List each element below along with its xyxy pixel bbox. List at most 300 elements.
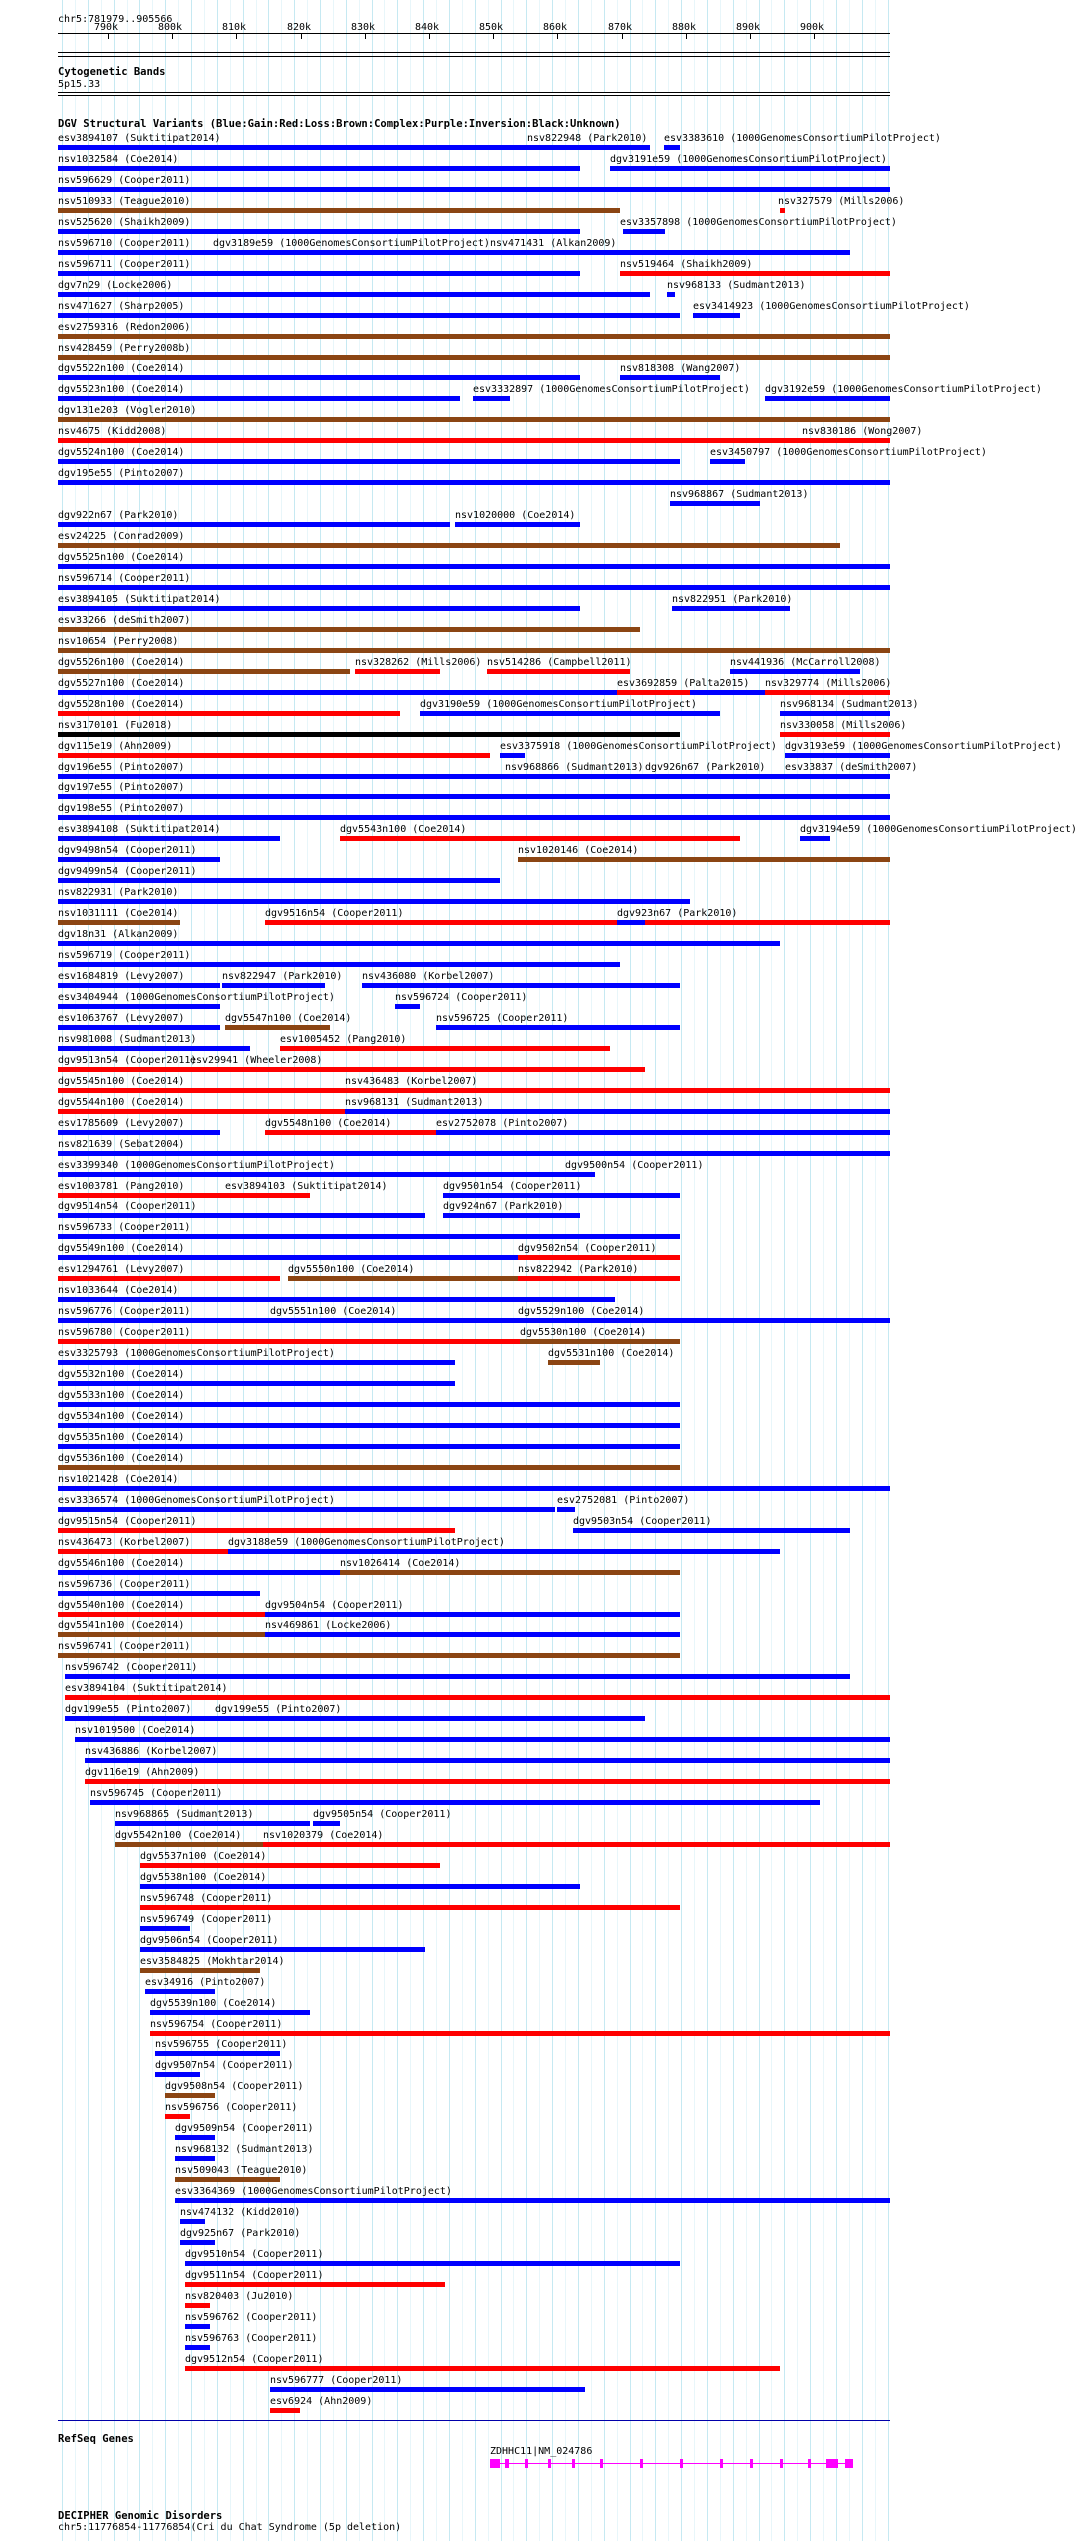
variant-label[interactable]: dgv199e55 (Pinto2007): [65, 1704, 192, 1715]
variant-bar[interactable]: [490, 250, 850, 255]
variant-bar[interactable]: [58, 1612, 265, 1617]
variant-label[interactable]: nsv436483 (Korbel2007): [345, 1076, 478, 1087]
variant-label[interactable]: esv3894103 (Suktitipat2014): [225, 1181, 388, 1192]
variant-label[interactable]: nsv469861 (Locke2006): [265, 1620, 392, 1631]
variant-bar[interactable]: [180, 2240, 215, 2245]
variant-bar[interactable]: [58, 1486, 890, 1491]
variant-bar[interactable]: [313, 1821, 340, 1826]
variant-label[interactable]: nsv968133 (Sudmant2013): [667, 280, 806, 291]
variant-bar[interactable]: [145, 1989, 215, 1994]
variant-bar[interactable]: [672, 606, 790, 611]
variant-bar[interactable]: [180, 2219, 205, 2224]
variant-bar[interactable]: [487, 669, 630, 674]
variant-label[interactable]: nsv3170101 (Fu2018): [58, 720, 173, 731]
variant-bar[interactable]: [645, 774, 700, 779]
variant-label[interactable]: dgv5522n100 (Coe2014): [58, 363, 185, 374]
variant-label[interactable]: esv24225 (Conrad2009): [58, 531, 185, 542]
variant-label[interactable]: dgv5547n100 (Coe2014): [225, 1013, 352, 1024]
variant-bar[interactable]: [58, 1444, 680, 1449]
variant-bar[interactable]: [58, 648, 890, 653]
variant-label[interactable]: dgv9505n54 (Cooper2011): [313, 1809, 452, 1820]
variant-label[interactable]: dgv9514n54 (Cooper2011): [58, 1201, 197, 1212]
variant-label[interactable]: dgv5533n100 (Coe2014): [58, 1390, 185, 1401]
variant-label[interactable]: nsv1032584 (Coe2014): [58, 154, 179, 165]
variant-label[interactable]: nsv596629 (Cooper2011): [58, 175, 191, 186]
variant-bar[interactable]: [58, 375, 580, 380]
variant-label[interactable]: dgv5526n100 (Coe2014): [58, 657, 185, 668]
variant-label[interactable]: nsv596719 (Cooper2011): [58, 950, 191, 961]
variant-bar[interactable]: [65, 1674, 850, 1679]
variant-label[interactable]: esv3894104 (Suktitipat2014): [65, 1683, 228, 1694]
variant-bar[interactable]: [58, 1465, 680, 1470]
variant-bar[interactable]: [455, 522, 580, 527]
variant-label[interactable]: nsv428459 (Perry2008b): [58, 343, 191, 354]
variant-label[interactable]: dgv5525n100 (Coe2014): [58, 552, 185, 563]
variant-label[interactable]: nsv830186 (Wong2007): [802, 426, 923, 437]
variant-label[interactable]: esv3414923 (1000GenomesConsortiumPilotProject): [693, 301, 970, 312]
variant-label[interactable]: nsv596736 (Cooper2011): [58, 1579, 191, 1590]
variant-bar[interactable]: [58, 459, 680, 464]
variant-bar[interactable]: [165, 2114, 190, 2119]
variant-label[interactable]: dgv926n67 (Park2010): [645, 762, 766, 773]
variant-bar[interactable]: [140, 1905, 680, 1910]
variant-bar[interactable]: [58, 166, 580, 171]
variant-bar[interactable]: [58, 878, 500, 883]
variant-bar[interactable]: [265, 1632, 680, 1637]
variant-label[interactable]: esv2759316 (Redon2006): [58, 322, 191, 333]
variant-bar[interactable]: [228, 1549, 780, 1554]
variant-bar[interactable]: [58, 1507, 555, 1512]
variant-label[interactable]: dgv923n67 (Park2010): [617, 908, 738, 919]
variant-bar[interactable]: [185, 2366, 780, 2371]
variant-label[interactable]: nsv822951 (Park2010): [672, 594, 793, 605]
variant-bar[interactable]: [58, 711, 400, 716]
variant-bar[interactable]: [270, 2387, 585, 2392]
variant-bar[interactable]: [620, 375, 720, 380]
variant-label[interactable]: dgv5529n100 (Coe2014): [518, 1306, 645, 1317]
variant-bar[interactable]: [58, 543, 840, 548]
variant-label[interactable]: esv33837 (deSmith2007): [785, 762, 918, 773]
variant-label[interactable]: dgv131e203 (Vogler2010): [58, 405, 197, 416]
variant-bar[interactable]: [58, 271, 580, 276]
variant-bar[interactable]: [58, 1151, 890, 1156]
variant-label[interactable]: dgv9504n54 (Cooper2011): [265, 1600, 404, 1611]
variant-label[interactable]: nsv474132 (Kidd2010): [180, 2207, 301, 2218]
variant-bar[interactable]: [263, 1842, 890, 1847]
variant-bar[interactable]: [58, 941, 780, 946]
variant-label[interactable]: nsv510933 (Teague2010): [58, 196, 191, 207]
variant-bar[interactable]: [58, 606, 580, 611]
variant-label[interactable]: nsv514286 (Campbell2011): [487, 657, 632, 668]
variant-bar[interactable]: [443, 1193, 680, 1198]
variant-label[interactable]: esv34916 (Pinto2007): [145, 1977, 266, 1988]
variant-bar[interactable]: [520, 1339, 680, 1344]
variant-label[interactable]: nsv329774 (Mills2006): [765, 678, 892, 689]
variant-bar[interactable]: [362, 983, 680, 988]
variant-bar[interactable]: [58, 794, 890, 799]
variant-bar[interactable]: [780, 208, 785, 213]
variant-label[interactable]: nsv822947 (Park2010): [222, 971, 343, 982]
variant-bar[interactable]: [58, 564, 890, 569]
variant-label[interactable]: nsv509043 (Teague2010): [175, 2165, 308, 2176]
variant-label[interactable]: nsv1020379 (Coe2014): [263, 1830, 384, 1841]
variant-label[interactable]: nsv1026414 (Coe2014): [340, 1558, 461, 1569]
variant-bar[interactable]: [800, 836, 830, 841]
variant-label[interactable]: esv29941 (Wheeler2008): [190, 1055, 323, 1066]
variant-bar[interactable]: [185, 2345, 210, 2350]
variant-bar[interactable]: [213, 250, 490, 255]
variant-bar[interactable]: [500, 753, 525, 758]
variant-bar[interactable]: [58, 229, 580, 234]
variant-label[interactable]: nsv596762 (Cooper2011): [185, 2312, 318, 2323]
variant-label[interactable]: nsv1031111 (Coe2014): [58, 908, 179, 919]
variant-bar[interactable]: [140, 1863, 440, 1868]
variant-label[interactable]: dgv3188e59 (1000GenomesConsortiumPilotProject): [228, 1537, 505, 1548]
variant-label[interactable]: esv3357898 (1000GenomesConsortiumPilotProject): [620, 217, 897, 228]
variant-bar[interactable]: [610, 166, 890, 171]
decipher-entry[interactable]: chr5:11776854-11776854(Cri du Chat Syndrome (5p deletion): [58, 2522, 402, 2533]
variant-bar[interactable]: [225, 1025, 330, 1030]
variant-label[interactable]: dgv9516n54 (Cooper2011): [265, 908, 404, 919]
variant-bar[interactable]: [420, 711, 720, 716]
variant-bar[interactable]: [58, 1193, 225, 1198]
variant-bar[interactable]: [58, 1381, 455, 1386]
variant-label[interactable]: dgv5523n100 (Coe2014): [58, 384, 185, 395]
variant-label[interactable]: nsv4675 (Kidd2008): [58, 426, 167, 437]
variant-bar[interactable]: [265, 1612, 680, 1617]
variant-bar[interactable]: [58, 187, 890, 192]
variant-bar[interactable]: [58, 145, 541, 150]
variant-label[interactable]: nsv1021428 (Coe2014): [58, 1474, 179, 1485]
variant-bar[interactable]: [548, 1360, 600, 1365]
variant-label[interactable]: dgv5543n100 (Coe2014): [340, 824, 467, 835]
variant-label[interactable]: dgv5539n100 (Coe2014): [150, 1998, 277, 2009]
variant-label[interactable]: dgv5538n100 (Coe2014): [140, 1872, 267, 1883]
variant-label[interactable]: nsv1020000 (Coe2014): [455, 510, 576, 521]
variant-label[interactable]: nsv1019500 (Coe2014): [75, 1725, 196, 1736]
variant-bar[interactable]: [620, 271, 890, 276]
variant-label[interactable]: dgv3191e59 (1000GenomesConsortiumPilotProject): [610, 154, 887, 165]
variant-label[interactable]: dgv9509n54 (Cooper2011): [175, 2123, 314, 2134]
variant-bar[interactable]: [270, 2408, 300, 2413]
variant-bar[interactable]: [155, 2051, 280, 2056]
variant-bar[interactable]: [670, 501, 760, 506]
variant-bar[interactable]: [667, 292, 675, 297]
variant-label[interactable]: dgv5542n100 (Coe2014): [115, 1830, 242, 1841]
variant-bar[interactable]: [175, 2177, 280, 2182]
variant-label[interactable]: esv3692859 (Palta2015): [617, 678, 750, 689]
variant-label[interactable]: nsv596763 (Cooper2011): [185, 2333, 318, 2344]
variant-label[interactable]: dgv116e19 (Ahn2009): [85, 1767, 200, 1778]
variant-bar[interactable]: [58, 396, 460, 401]
variant-label[interactable]: nsv968867 (Sudmant2013): [670, 489, 809, 500]
variant-bar[interactable]: [140, 1884, 580, 1889]
variant-label[interactable]: dgv5548n100 (Coe2014): [265, 1118, 392, 1129]
variant-label[interactable]: nsv596724 (Cooper2011): [395, 992, 528, 1003]
variant-bar[interactable]: [780, 732, 890, 737]
variant-bar[interactable]: [165, 2093, 215, 2098]
variant-label[interactable]: dgv5537n100 (Coe2014): [140, 1851, 267, 1862]
variant-bar[interactable]: [617, 690, 690, 695]
variant-bar[interactable]: [765, 690, 890, 695]
variant-label[interactable]: dgv197e55 (Pinto2007): [58, 782, 185, 793]
variant-bar[interactable]: [58, 334, 890, 339]
variant-label[interactable]: esv1003781 (Pang2010): [58, 1181, 185, 1192]
variant-bar[interactable]: [58, 1276, 280, 1281]
variant-label[interactable]: nsv968134 (Sudmant2013): [780, 699, 919, 710]
variant-label[interactable]: dgv3193e59 (1000GenomesConsortiumPilotProject): [785, 741, 1062, 752]
variant-label[interactable]: nsv436473 (Korbel2007): [58, 1537, 191, 1548]
variant-label[interactable]: nsv968132 (Sudmant2013): [175, 2144, 314, 2155]
variant-bar[interactable]: [58, 1130, 220, 1135]
variant-label[interactable]: dgv9502n54 (Cooper2011): [518, 1243, 657, 1254]
variant-bar[interactable]: [58, 313, 680, 318]
variant-bar[interactable]: [58, 1213, 425, 1218]
variant-label[interactable]: dgv5527n100 (Coe2014): [58, 678, 185, 689]
variant-label[interactable]: esv3375918 (1000GenomesConsortiumPilotProject): [500, 741, 777, 752]
variant-label[interactable]: nsv596754 (Cooper2011): [150, 2019, 283, 2030]
variant-label[interactable]: dgv3190e59 (1000GenomesConsortiumPilotProject): [420, 699, 697, 710]
variant-bar[interactable]: [58, 208, 620, 213]
variant-label[interactable]: nsv596725 (Cooper2011): [436, 1013, 569, 1024]
variant-label[interactable]: nsv596777 (Cooper2011): [270, 2375, 403, 2386]
variant-bar[interactable]: [65, 1716, 215, 1721]
variant-bar[interactable]: [340, 836, 740, 841]
variant-bar[interactable]: [58, 857, 220, 862]
variant-bar[interactable]: [58, 585, 890, 590]
variant-bar[interactable]: [765, 396, 890, 401]
variant-bar[interactable]: [185, 2282, 445, 2287]
variant-bar[interactable]: [58, 522, 450, 527]
variant-label[interactable]: esv3383610 (1000GenomesConsortiumPilotProject): [664, 133, 941, 144]
variant-label[interactable]: dgv925n67 (Park2010): [180, 2228, 301, 2239]
variant-label[interactable]: dgv9507n54 (Cooper2011): [155, 2060, 294, 2071]
variant-label[interactable]: nsv822942 (Park2010): [518, 1264, 639, 1275]
variant-bar[interactable]: [85, 1779, 890, 1784]
variant-label[interactable]: dgv5544n100 (Coe2014): [58, 1097, 185, 1108]
variant-label[interactable]: dgv922n67 (Park2010): [58, 510, 179, 521]
variant-label[interactable]: nsv596714 (Cooper2011): [58, 573, 191, 584]
variant-label[interactable]: dgv5532n100 (Coe2014): [58, 1369, 185, 1380]
variant-label[interactable]: nsv596755 (Cooper2011): [155, 2039, 288, 2050]
variant-label[interactable]: dgv9515n54 (Cooper2011): [58, 1516, 197, 1527]
variant-label[interactable]: esv3450797 (1000GenomesConsortiumPilotProject): [710, 447, 987, 458]
variant-bar[interactable]: [58, 669, 350, 674]
variant-bar[interactable]: [280, 1046, 610, 1051]
variant-bar[interactable]: [530, 145, 650, 150]
variant-bar[interactable]: [623, 229, 665, 234]
variant-bar[interactable]: [58, 1528, 455, 1533]
variant-label[interactable]: esv3584825 (Mokhtar2014): [140, 1956, 285, 1967]
variant-bar[interactable]: [58, 899, 690, 904]
variant-bar[interactable]: [345, 1088, 890, 1093]
variant-label[interactable]: nsv821639 (Sebat2004): [58, 1139, 185, 1150]
variant-label[interactable]: nsv968865 (Sudmant2013): [115, 1809, 254, 1820]
variant-label[interactable]: nsv525620 (Shaikh2009): [58, 217, 191, 228]
variant-label[interactable]: dgv18n31 (Alkan2009): [58, 929, 179, 940]
variant-label[interactable]: esv2752078 (Pinto2007): [436, 1118, 569, 1129]
variant-label[interactable]: nsv328262 (Mills2006): [355, 657, 482, 668]
variant-label[interactable]: nsv968131 (Sudmant2013): [345, 1097, 484, 1108]
variant-bar[interactable]: [617, 920, 645, 925]
variant-bar[interactable]: [58, 962, 620, 967]
variant-label[interactable]: nsv471627 (Sharp2005): [58, 301, 185, 312]
variant-label[interactable]: nsv968866 (Sudmant2013): [505, 762, 644, 773]
variant-label[interactable]: dgv3192e59 (1000GenomesConsortiumPilotProject): [765, 384, 1042, 395]
variant-bar[interactable]: [436, 1130, 890, 1135]
variant-bar[interactable]: [58, 836, 280, 841]
variant-bar[interactable]: [58, 1591, 260, 1596]
cytoband-band[interactable]: [58, 92, 890, 96]
variant-label[interactable]: dgv5551n100 (Coe2014): [270, 1306, 397, 1317]
variant-bar[interactable]: [58, 1339, 560, 1344]
variant-bar[interactable]: [58, 1360, 455, 1365]
variant-bar[interactable]: [58, 627, 640, 632]
variant-label[interactable]: dgv5536n100 (Coe2014): [58, 1453, 185, 1464]
variant-bar[interactable]: [58, 1653, 680, 1658]
variant-bar[interactable]: [175, 2156, 215, 2161]
variant-bar[interactable]: [185, 2324, 210, 2329]
variant-label[interactable]: nsv1033644 (Coe2014): [58, 1285, 179, 1296]
variant-label[interactable]: dgv5528n100 (Coe2014): [58, 699, 185, 710]
variant-bar[interactable]: [473, 396, 510, 401]
variant-bar[interactable]: [785, 774, 890, 779]
variant-label[interactable]: dgv9498n54 (Cooper2011): [58, 845, 197, 856]
variant-bar[interactable]: [340, 1570, 680, 1575]
variant-label[interactable]: esv3894108 (Suktitipat2014): [58, 824, 221, 835]
variant-label[interactable]: nsv441936 (McCarroll2008): [730, 657, 881, 668]
variant-label[interactable]: dgv9513n54 (Cooper2011): [58, 1055, 197, 1066]
variant-bar[interactable]: [175, 2198, 890, 2203]
variant-label[interactable]: nsv596733 (Cooper2011): [58, 1222, 191, 1233]
variant-label[interactable]: esv3404944 (1000GenomesConsortiumPilotProject): [58, 992, 335, 1003]
variant-bar[interactable]: [58, 1004, 220, 1009]
variant-label[interactable]: dgv9503n54 (Cooper2011): [573, 1516, 712, 1527]
variant-bar[interactable]: [518, 1255, 680, 1260]
variant-bar[interactable]: [58, 417, 890, 422]
variant-bar[interactable]: [140, 1968, 260, 1973]
variant-bar[interactable]: [58, 1402, 680, 1407]
variant-bar[interactable]: [58, 355, 890, 360]
variant-label[interactable]: nsv818308 (Wang2007): [620, 363, 741, 374]
variant-bar[interactable]: [58, 1570, 340, 1575]
variant-label[interactable]: dgv9508n54 (Cooper2011): [165, 2081, 304, 2092]
variant-label[interactable]: dgv5531n100 (Coe2014): [548, 1348, 675, 1359]
variant-label[interactable]: nsv436080 (Korbel2007): [362, 971, 495, 982]
variant-label[interactable]: esv3399340 (1000GenomesConsortiumPilotProject): [58, 1160, 335, 1171]
variant-bar[interactable]: [150, 2010, 310, 2015]
variant-bar[interactable]: [215, 1716, 645, 1721]
variant-label[interactable]: dgv5530n100 (Coe2014): [520, 1327, 647, 1338]
variant-label[interactable]: dgv5541n100 (Coe2014): [58, 1620, 185, 1631]
variant-label[interactable]: nsv596745 (Cooper2011): [90, 1788, 223, 1799]
variant-label[interactable]: nsv327579 (Mills2006): [778, 196, 905, 207]
variant-label[interactable]: nsv596711 (Cooper2011): [58, 259, 191, 270]
variant-label[interactable]: dgv9512n54 (Cooper2011): [185, 2354, 324, 2365]
variant-bar[interactable]: [664, 145, 680, 150]
variant-bar[interactable]: [85, 1758, 890, 1763]
variant-label[interactable]: esv2752081 (Pinto2007): [557, 1495, 690, 1506]
variant-label[interactable]: esv3364369 (1000GenomesConsortiumPilotProject): [175, 2186, 452, 2197]
variant-label[interactable]: dgv115e19 (Ahn2009): [58, 741, 173, 752]
variant-label[interactable]: nsv596756 (Cooper2011): [165, 2102, 298, 2113]
variant-bar[interactable]: [58, 1046, 250, 1051]
variant-bar[interactable]: [140, 1926, 190, 1931]
variant-bar[interactable]: [58, 1172, 580, 1177]
variant-label[interactable]: esv3332897 (1000GenomesConsortiumPilotProject): [473, 384, 750, 395]
variant-label[interactable]: esv1005452 (Pang2010): [280, 1034, 407, 1045]
variant-label[interactable]: dgv3189e59 (1000GenomesConsortiumPilotProject): [213, 238, 490, 249]
variant-bar[interactable]: [185, 2261, 680, 2266]
variant-bar[interactable]: [804, 438, 808, 443]
variant-bar[interactable]: [185, 2303, 210, 2308]
variant-label[interactable]: esv1063767 (Levy2007): [58, 1013, 185, 1024]
variant-bar[interactable]: [436, 1025, 680, 1030]
variant-label[interactable]: dgv9501n54 (Cooper2011): [443, 1181, 582, 1192]
variant-label[interactable]: nsv822931 (Park2010): [58, 887, 179, 898]
variant-label[interactable]: esv1684819 (Levy2007): [58, 971, 185, 982]
variant-bar[interactable]: [518, 857, 890, 862]
variant-bar[interactable]: [557, 1507, 575, 1512]
variant-label[interactable]: dgv198e55 (Pinto2007): [58, 803, 185, 814]
variant-label[interactable]: nsv596748 (Cooper2011): [140, 1893, 273, 1904]
variant-bar[interactable]: [355, 669, 440, 674]
variant-bar[interactable]: [58, 753, 490, 758]
variant-bar[interactable]: [225, 1193, 310, 1198]
variant-label[interactable]: dgv195e55 (Pinto2007): [58, 468, 185, 479]
variant-bar[interactable]: [573, 1528, 850, 1533]
variant-label[interactable]: nsv519464 (Shaikh2009): [620, 259, 753, 270]
variant-bar[interactable]: [190, 1067, 645, 1072]
variant-label[interactable]: nsv981008 (Sudmant2013): [58, 1034, 197, 1045]
variant-bar[interactable]: [115, 1821, 310, 1826]
variant-label[interactable]: dgv3194e59 (1000GenomesConsortiumPilotProject): [800, 824, 1077, 835]
variant-label[interactable]: dgv5535n100 (Coe2014): [58, 1432, 185, 1443]
variant-bar[interactable]: [58, 292, 650, 297]
variant-bar[interactable]: [150, 2031, 890, 2036]
variant-label[interactable]: nsv596780 (Cooper2011): [58, 1327, 191, 1338]
variant-bar[interactable]: [505, 774, 570, 779]
variant-label[interactable]: dgv9510n54 (Cooper2011): [185, 2249, 324, 2260]
variant-label[interactable]: dgv5545n100 (Coe2014): [58, 1076, 185, 1087]
variant-bar[interactable]: [58, 480, 890, 485]
variant-label[interactable]: dgv196e55 (Pinto2007): [58, 762, 185, 773]
variant-label[interactable]: dgv7n29 (Locke2006): [58, 280, 173, 291]
variant-label[interactable]: esv1785609 (Levy2007): [58, 1118, 185, 1129]
variant-label[interactable]: nsv596741 (Cooper2011): [58, 1641, 191, 1652]
variant-bar[interactable]: [58, 1632, 265, 1637]
variant-label[interactable]: dgv199e55 (Pinto2007): [215, 1704, 342, 1715]
variant-label[interactable]: nsv1020146 (Coe2014): [518, 845, 639, 856]
variant-bar[interactable]: [58, 438, 890, 443]
variant-label[interactable]: nsv596742 (Cooper2011): [65, 1662, 198, 1673]
variant-bar[interactable]: [175, 2135, 215, 2140]
variant-bar[interactable]: [58, 1297, 615, 1302]
variant-label[interactable]: dgv9511n54 (Cooper2011): [185, 2270, 324, 2281]
variant-label[interactable]: esv6924 (Ahn2009): [270, 2396, 373, 2407]
variant-label[interactable]: esv3336574 (1000GenomesConsortiumPilotProject): [58, 1495, 335, 1506]
variant-label[interactable]: esv33266 (deSmith2007): [58, 615, 191, 626]
variant-bar[interactable]: [518, 1318, 650, 1323]
variant-label[interactable]: nsv822948 (Park2010): [527, 133, 648, 144]
variant-bar[interactable]: [58, 1234, 680, 1239]
variant-label[interactable]: dgv5524n100 (Coe2014): [58, 447, 185, 458]
variant-bar[interactable]: [518, 1276, 680, 1281]
variant-label[interactable]: esv3894105 (Suktitipat2014): [58, 594, 221, 605]
variant-bar[interactable]: [785, 753, 890, 758]
variant-bar[interactable]: [222, 983, 325, 988]
variant-bar[interactable]: [75, 1737, 890, 1742]
